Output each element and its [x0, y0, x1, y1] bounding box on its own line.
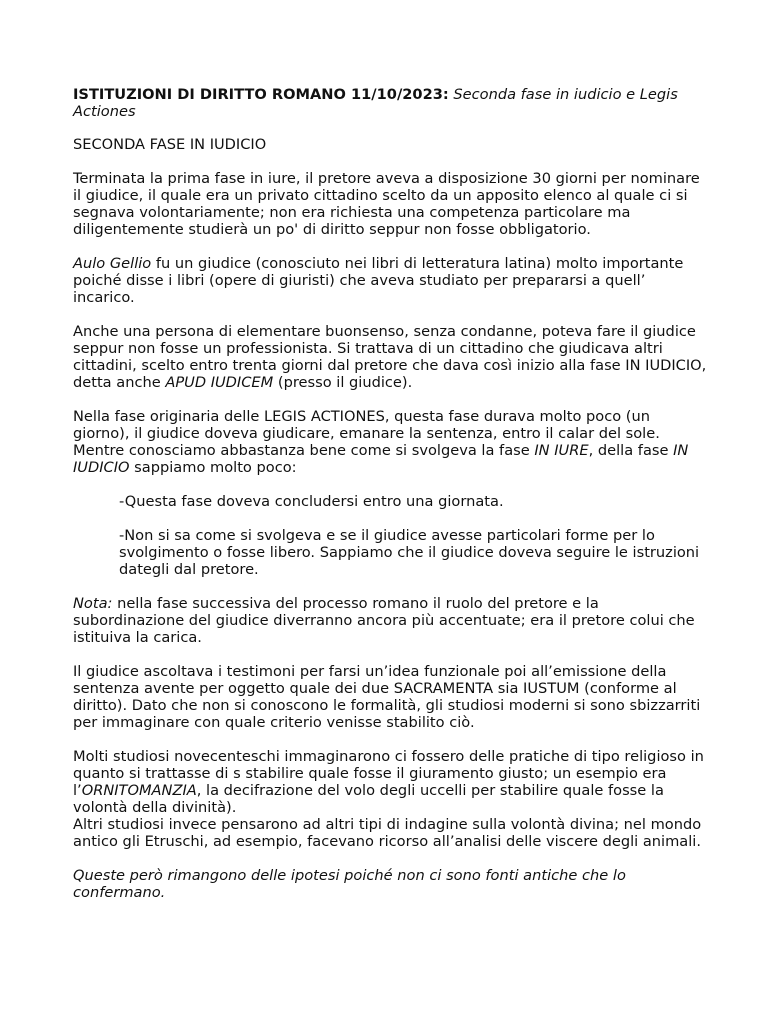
- paragraph-8: [73, 867, 708, 901]
- paragraph-3-text-a: Anche una persona di elementare buonsenso, senza condanne, poteva fare il giudice seppur non fosse un professionista. Si trattava di un cittadino che giudicava altri cittadini, scelto entro trenta giorni dal pretore che dava così inizio alla fase IN IUDICIO, detta anche: [73, 323, 707, 391]
- list-item-2: -Non si sa come si svolgeva e se il giudice avesse particolari forme per lo svolgimento o fosse libero. Sappiamo che il giudice doveva seguire le istruzioni dategli dal pretore.: [119, 527, 700, 578]
- paragraph-3-text-b: (presso il giudice).: [273, 374, 413, 391]
- document-title: [73, 86, 708, 120]
- list-item-1: -Questa fase doveva concludersi entro una giornata.: [119, 493, 504, 510]
- ornitomanzia-italic: ORNITOMANZIA: [81, 782, 197, 799]
- paragraph-4-text-c: sappiamo molto poco:: [129, 459, 297, 476]
- section-heading: SECONDA FASE IN IUDICIO: [73, 136, 267, 153]
- title-bold: ISTITUZIONI DI DIRITTO ROMANO 11/10/2023:: [73, 86, 449, 103]
- paragraph-2: [73, 255, 708, 306]
- paragraph-2-text: fu un giudice (conosciuto nei libri di letteratura latina) molto importante poiché disse i libri (opere di giuristi) che aveva studiato per prepararsi a quell’ incarico.: [73, 255, 684, 306]
- note-paragraph: [73, 595, 708, 646]
- apud-iudicem-italic: APUD IUDICEM: [165, 374, 274, 391]
- aulo-gellio-italic: Aulo Gellio: [73, 255, 152, 272]
- closing-italic: Queste però rimangono delle ipotesi poiché non ci sono fonti antiche che lo confermano.: [73, 867, 626, 901]
- paragraph-1: Terminata la prima fase in iure, il pretore aveva a disposizione 30 giorni per nominare il giudice, il quale era un privato cittadino scelto da un apposito elenco al quale ci si segnava volontariamente; non era richiesta una competenza particolare ma diligentemente studierà un po' di diritto seppur non fosse obbligatorio.: [73, 170, 700, 238]
- paragraph-7: Altri studiosi invece pensarono ad altri tipi di indagine sulla volontà divina; nel mondo antico gli Etruschi, ad esempio, facevano ricorso all’analisi delle viscere degli animali.: [73, 816, 702, 850]
- paragraph-3: [73, 323, 708, 391]
- note-label: Nota:: [73, 595, 113, 612]
- paragraph-4-text-a: Nella fase originaria delle LEGIS ACTIONES, questa fase durava molto poco (un giorno), il giudice doveva giudicare, emanare la sentenza, entro il calar del sole. Mentre conosciamo abbastanza bene come si svolgeva la fase: [73, 408, 660, 459]
- paragraph-6: [73, 748, 708, 816]
- title-italic: Seconda fase in iudicio e Legis Actiones: [73, 86, 678, 120]
- in-iure-italic: IN IURE: [534, 442, 589, 459]
- paragraph-4: [73, 408, 708, 476]
- paragraph-4-text-b: , della fase: [588, 442, 674, 459]
- paragraph-6-text-b: , la decifrazione del volo degli uccelli per stabilire quale fosse la volontà della divinità).: [73, 782, 664, 816]
- paragraph-5: Il giudice ascoltava i testimoni per farsi un’idea funzionale poi all’emissione della sentenza avente per oggetto quale dei due SACRAMENTA sia IUSTUM (conforme al diritto). Dato che non si conoscono le formalità, gli studiosi moderni si sono sbizzarriti per immaginare con quale criterio venisse stabilito ciò.: [73, 663, 701, 731]
- note-text: nella fase successiva del processo romano il ruolo del pretore e la subordinazione del giudice diverranno ancora più accentuate; era il pretore colui che istituiva la carica.: [73, 595, 695, 646]
- in-iudicio-italic: IN IUDICIO: [73, 442, 689, 476]
- paragraph-6-text-a: Molti studiosi novecenteschi immaginarono ci fossero delle pratiche di tipo religioso in quanto si trattasse di s stabilire quale fosse il giuramento giusto; un esempio era l’: [73, 748, 704, 799]
